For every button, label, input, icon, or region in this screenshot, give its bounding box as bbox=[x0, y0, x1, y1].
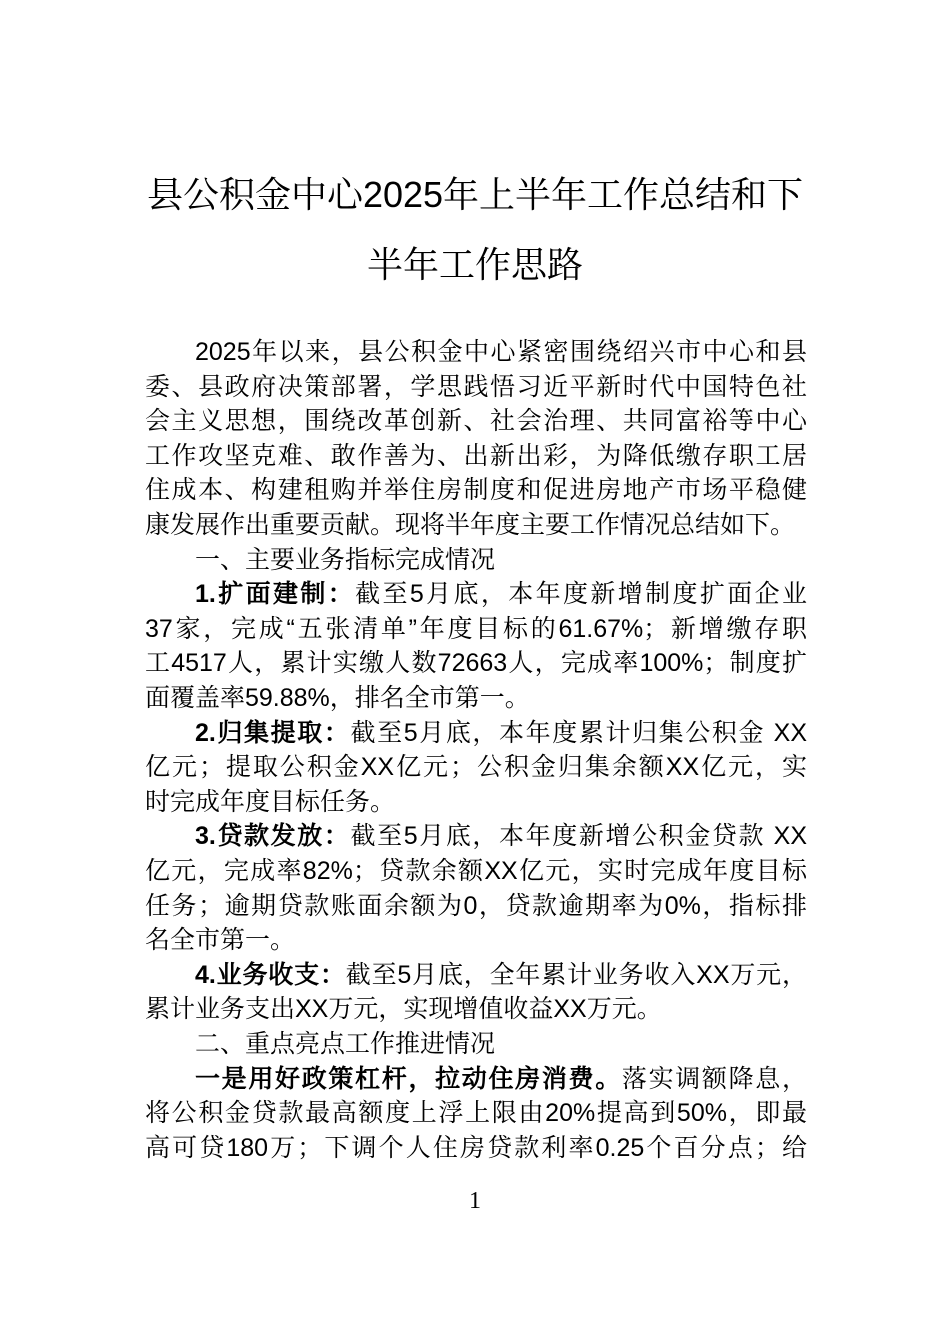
line-text: 截至5月底，本年度新增公积金贷款 XX bbox=[350, 822, 808, 851]
line-text: 工4517人，累计实缴人数72663人，完成率100%；制度扩 bbox=[145, 649, 807, 678]
line-text: 2025年以来，县公积金中心紧密围绕绍兴市中心和县 bbox=[195, 338, 807, 366]
text-line bbox=[145, 958, 807, 992]
line-text: 截至5月底，本年度累计归集公积金 XX bbox=[350, 718, 808, 747]
text-line bbox=[145, 1062, 807, 1096]
line-text: 工作攻坚克难、敢作善为、出新出彩，为降低缴存职工居 bbox=[145, 441, 807, 470]
bold-lead: 1.扩面建制： bbox=[195, 580, 356, 609]
line-text: 累计业务支出XX万元，实现增值收益XX万元。 bbox=[145, 995, 662, 1024]
line-text: 名全市第一。 bbox=[145, 926, 296, 955]
text-line bbox=[145, 646, 807, 680]
line-text: 一、主要业务指标完成情况 bbox=[195, 545, 496, 574]
line-text: 高可贷180万；下调个人住房贷款利率0.25个百分点；给 bbox=[145, 1133, 807, 1162]
line-text: 住成本、构建租购并举住房制度和促进房地产市场平稳健 bbox=[145, 476, 807, 505]
line-text: 亿元；提取公积金XX亿元；公积金归集余额XX亿元，实 bbox=[145, 753, 807, 782]
line-text: 亿元，完成率82%；贷款余额XX亿元，实时完成年度目标 bbox=[145, 857, 807, 885]
line-text: 面覆盖率59.88%，排名全市第一。 bbox=[145, 684, 530, 712]
line-text: 截至5月底，本年度新增制度扩面企业 bbox=[355, 580, 808, 609]
text-line bbox=[145, 577, 807, 611]
line-text: 将公积金贷款最高额度上浮上限由20%提高到50%，即最 bbox=[145, 1099, 807, 1128]
text-line bbox=[145, 923, 807, 957]
bold-lead: 一是用好政策杠杆，拉动住房消费。 bbox=[195, 1064, 622, 1093]
document-title-line-1: 县公积金中心2025年上半年工作总结和下 bbox=[146, 174, 804, 215]
bold-lead: 4.业务收支： bbox=[195, 960, 346, 989]
text-line bbox=[145, 1096, 807, 1130]
line-text: 二、重点亮点工作推进情况 bbox=[195, 1030, 496, 1058]
line-text: 会主义思想，围绕改革创新、社会治理、共同富裕等中心 bbox=[145, 407, 807, 436]
line-text: 时完成年度目标任务。 bbox=[145, 787, 396, 816]
bold-lead: 2.归集提取： bbox=[195, 718, 351, 747]
document-title-line-2: 半年工作思路 bbox=[366, 244, 583, 285]
text-line bbox=[145, 854, 807, 888]
text-line bbox=[145, 750, 807, 784]
text-line bbox=[145, 404, 807, 438]
text-line bbox=[145, 543, 807, 577]
text-line bbox=[145, 508, 807, 542]
bold-lead: 3.贷款发放： bbox=[195, 822, 351, 851]
text-line bbox=[145, 889, 807, 923]
line-text: 截至5月底，全年累计业务收入XX万元， bbox=[345, 960, 807, 989]
text-line bbox=[145, 612, 807, 646]
text-line bbox=[145, 335, 807, 369]
line-text: 落实调额降息， bbox=[621, 1064, 807, 1093]
text-line bbox=[145, 716, 807, 750]
line-text: 康发展作出重要贡献。现将半年度主要工作情况总结如下。 bbox=[145, 511, 796, 539]
text-line bbox=[145, 439, 807, 473]
text-line bbox=[145, 1027, 807, 1061]
text-line bbox=[145, 370, 807, 404]
line-text: 37家，完成“五张清单”年度目标的61.67%；新增缴存职 bbox=[145, 614, 807, 643]
text-line bbox=[145, 992, 807, 1026]
text-line bbox=[145, 785, 807, 819]
line-text: 委、县政府决策部署，学思践悟习近平新时代中国特色社 bbox=[145, 372, 807, 401]
page-number: 1 bbox=[469, 1188, 481, 1214]
text-line bbox=[145, 473, 807, 507]
line-text: 任务；逾期贷款账面余额为0，贷款逾期率为0%，指标排 bbox=[145, 891, 807, 920]
text-line bbox=[145, 819, 807, 853]
text-line bbox=[145, 1131, 807, 1165]
text-line bbox=[145, 681, 807, 715]
